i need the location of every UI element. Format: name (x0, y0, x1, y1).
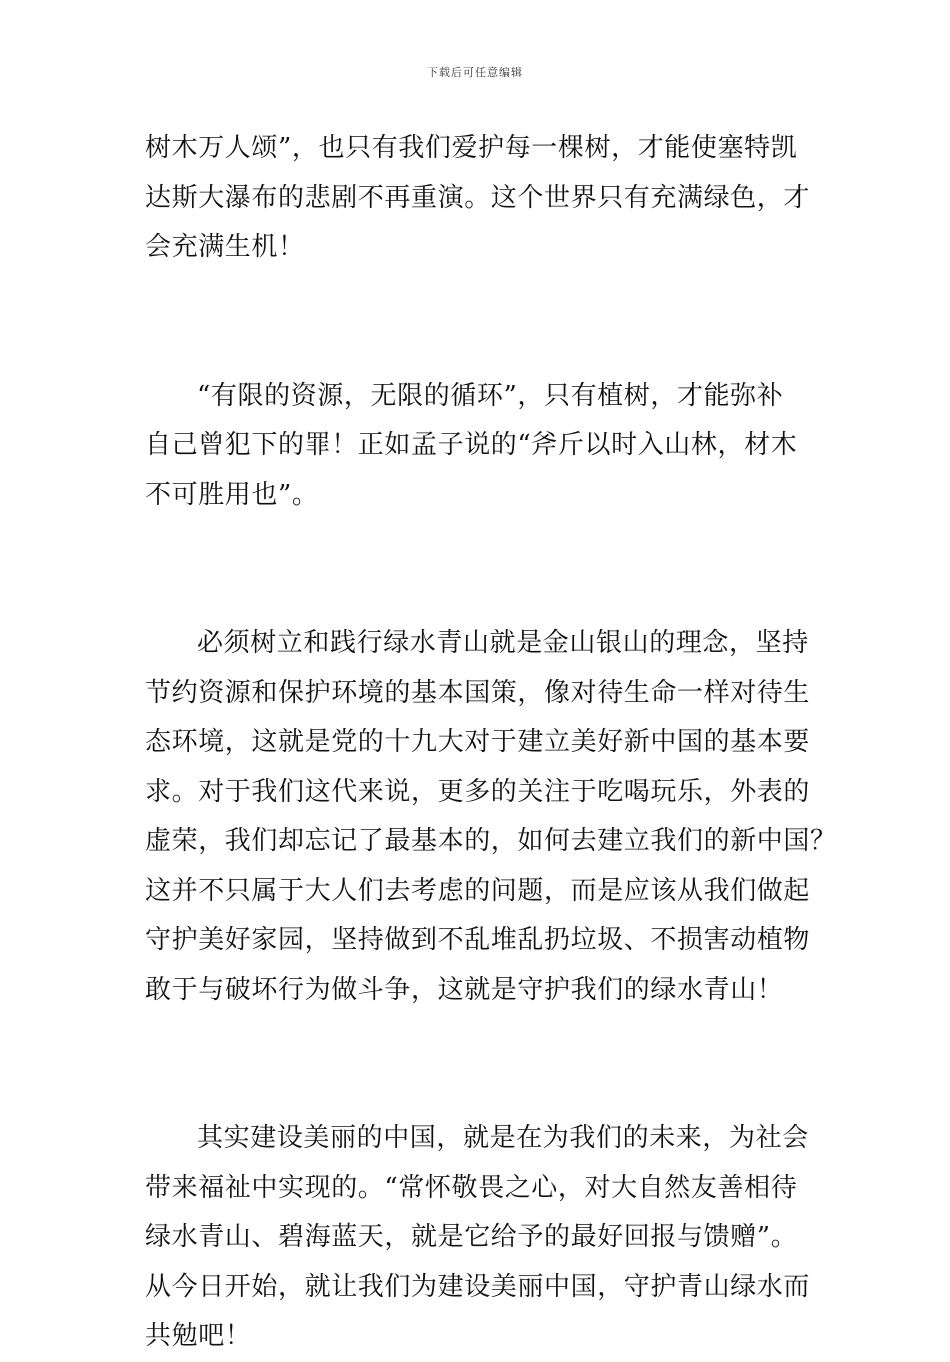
paragraph-4 (145, 1114, 815, 1362)
text-line: 绿水青山、碧海蓝天，就是它给予的最好回报与馈赠”。 (145, 1222, 798, 1252)
text-line: 必须树立和践行绿水青山就是金山银山的理念，坚持 (197, 628, 809, 658)
text-line: 求。对于我们这代来说，更多的关注于吃喝玩乐，外表的 (145, 776, 811, 807)
text-line: 不可胜用也”。 (145, 479, 319, 510)
paragraph-2 (145, 372, 815, 521)
text-line: 虚荣，我们却忘记了最基本的，如何去建立我们的新中国？ (145, 826, 837, 856)
text-line: 共勉吧！ (145, 1321, 252, 1351)
paragraph-1 (145, 124, 815, 273)
text-line: 这并不只属于大人们去考虑的问题，而是应该从我们做起 (145, 875, 811, 906)
text-line: 敢于与破坏行为做斗争，这就是守护我们的绿水青山！ (145, 974, 784, 1005)
text-line: 树木万人颂”，也只有我们爱护每一棵树，才能使塞特凯 (145, 133, 798, 163)
text-line: 自己曾犯下的罪！正如孟子说的“斧斤以时入山林，材木 (145, 430, 798, 460)
text-line: 达斯大瀑布的悲剧不再重演。这个世界只有充满绿色，才 (145, 182, 811, 213)
text-line: 从今日开始，就让我们为建设美丽中国，守护青山绿水而 (145, 1271, 811, 1302)
text-line: 带来福祉中实现的。“常怀敬畏之心，对大自然友善相待 (145, 1172, 798, 1203)
text-line: 会充满生机！ (145, 232, 305, 262)
text-line: “有限的资源，无限的循环”，只有植树，才能弥补 (197, 380, 784, 411)
text-line: 节约资源和保护环境的基本国策，像对待生命一样对待生 (145, 677, 811, 708)
paragraph-3 (145, 619, 837, 1015)
page-header-note: 下载后可任意编辑 (427, 66, 523, 79)
document-body (145, 124, 837, 1362)
text-line: 态环境，这就是党的十九大对于建立美好新中国的基本要 (145, 727, 811, 757)
text-line: 其实建设美丽的中国，就是在为我们的未来，为社会 (197, 1123, 809, 1153)
text-line: 守护美好家园，坚持做到不乱堆乱扔垃圾、不损害动植物 (145, 925, 811, 955)
